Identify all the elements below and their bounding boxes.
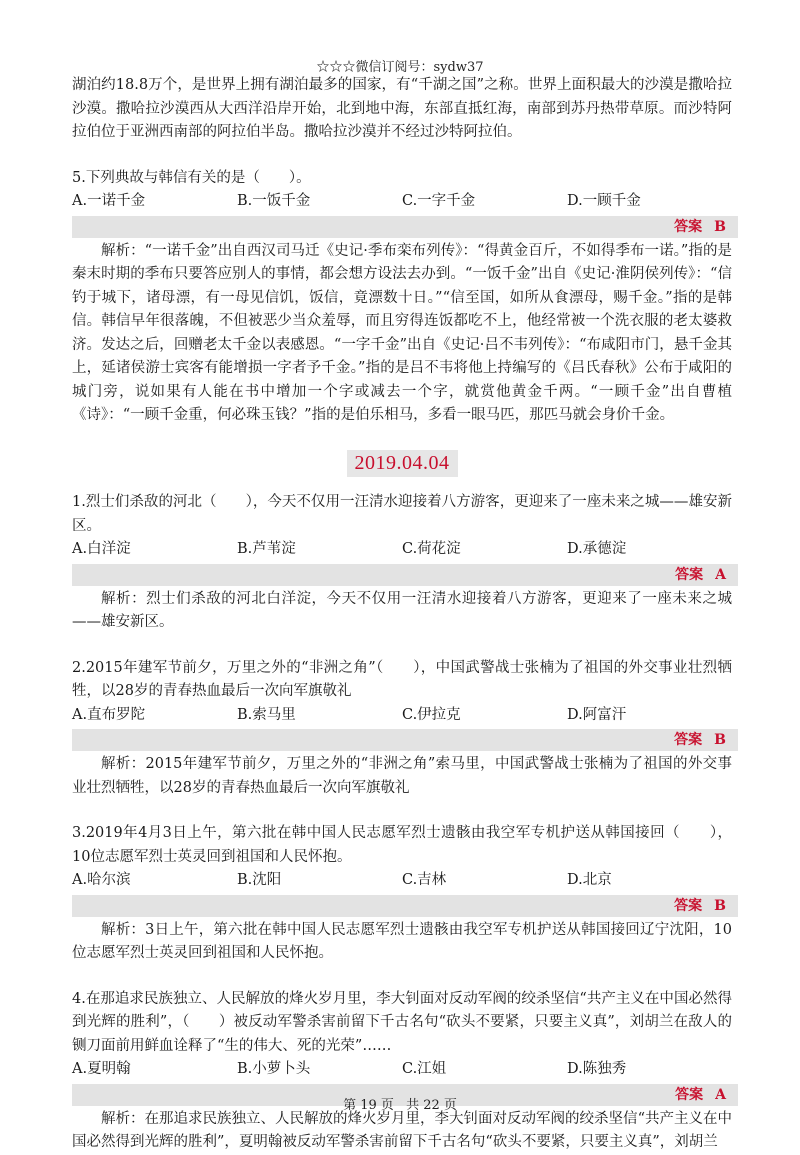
option-c: C.江姐 [402, 1061, 447, 1077]
option-d: D.陈独秀 [567, 1061, 627, 1077]
question-block-3 [72, 822, 732, 966]
analysis-text: 解析：“一诺千金”出自西汉司马迁《史记·季布栾布列传》：“得黄金百斤，不如得季布一诺。”指的是秦末时期的季布只要答应别人的事情，都会想方设法去办到。“一饭千金”出自《史记·淮阴侯列传》：“信钓于城下，诸母漂，有一母见信饥，饭信，竟漂数十日。”“信至国，如所从食漂母，赐千金。”指的是韩信。韩信早年很落魄，不但被恶少当众羞辱，而且穷得连饭都吃不上，他经常被一个洗衣服的老太婆救济。发达之后，回赠老太千金以表感恩。“一字千金”出自《史记·吕不韦列传》：“布咸阳市门，悬千金其上，延诸侯游士宾客有能增损一字者予千金。”指的是吕不韦将他上持编写的《吕氏春秋》公布于咸阳的城门旁，说如果有人能在书中增加一个字或减去一个字，就赏他黄金千两。“一顾千金”出自曹植《诗》：“一顾千金重，何必珠玉钱？”指的是伯乐相马，多看一眼马匹，那匹马就会身价千金。 [72, 242, 732, 423]
option-b: B.一饭千金 [237, 193, 311, 209]
option-a: A.一诺千金 [72, 193, 146, 209]
question-block-5 [72, 167, 732, 428]
options-row [72, 1058, 732, 1082]
question-block-4 [72, 988, 732, 1155]
option-c: C.吉林 [402, 872, 447, 888]
page-number: 第 19 页 [343, 1098, 394, 1113]
analysis-text: 解析：烈士们杀敌的河北白洋淀，今天不仅用一汪清水迎接着八方游客，更迎来了一座未来之城——雄安新区。 [72, 590, 732, 630]
question-block-2 [72, 657, 732, 801]
option-d: D.北京 [567, 872, 612, 888]
answer-bar [72, 564, 738, 586]
option-a: A.白洋淀 [72, 541, 131, 557]
option-a: A.哈尔滨 [72, 872, 131, 888]
date-heading: 2019.04.04 [347, 450, 458, 478]
option-a: A.夏明翰 [72, 1061, 131, 1077]
option-d: D.承德淀 [567, 541, 627, 557]
question-text: 4.在那追求民族独立、人民解放的烽火岁月里，李大钊面对反动军阀的绞杀坚信“共产主义在中国必然得到光辉的胜利”，（ ）被反动军警杀害前留下千古名句“砍头不要紧，只要主义真”，刘胡兰在敌人的铡刀面前用鲜血诠释了“生的伟大、死的光荣”…… [72, 990, 732, 1054]
question-text: 2.2015年建军节前夕，万里之外的“非洲之角”（ ），中国武警战士张楠为了祖国的外交事业壮烈牺牲，以28岁的青春热血最后一次向军旗敬礼 [72, 659, 732, 699]
date-heading-wrap [72, 450, 732, 478]
page-content [72, 74, 732, 1155]
answer-bar [72, 216, 738, 238]
answer-value: B [714, 897, 726, 914]
question-block-1 [72, 491, 732, 635]
analysis-text: 解析：在那追求民族独立、人民解放的烽火岁月里，李大钊面对反动军阀的绞杀坚信“共产主义在中国必然得到光辉的胜利”，夏明翰被反动军警杀害前留下千古名句“砍头不要紧，只要主义真”，刘胡兰 [72, 1110, 732, 1150]
option-b: B.小萝卜头 [237, 1061, 311, 1077]
intro-paragraph: 湖泊约18.8万个，是世界上拥有湖泊最多的国家，有“千湖之国”之称。世界上面积最大的沙漠是撒哈拉沙漠。撒哈拉沙漠西从大西洋沿岸开始，北到地中海，东部直抵红海，南部到苏丹热带草原。而沙特阿拉伯位于亚洲西南部的阿拉伯半岛。撒哈拉沙漠并不经过沙特阿拉伯。 [72, 77, 732, 140]
option-c: C.荷花淀 [402, 541, 461, 557]
answer-value: A [715, 1086, 726, 1103]
answer-value: B [714, 732, 726, 748]
page-total: 共 22 页 [406, 1098, 457, 1113]
analysis-text: 解析：2015年建军节前夕，万里之外的“非洲之角”索马里，中国武警战士张楠为了祖国的外交事业壮烈牺牲，以28岁的青春热血最后一次向军旗敬礼 [72, 756, 732, 796]
option-c: C.伊拉克 [402, 706, 461, 723]
option-c: C.一字千金 [402, 193, 476, 209]
option-b: B.索马里 [237, 706, 296, 723]
question-text: 1.烈士们杀敌的河北（ ），今天不仅用一汪清水迎接着八方游客，更迎来了一座未来之城——雄安新区。 [72, 494, 732, 534]
options-row [72, 190, 732, 214]
option-d: D.一顾千金 [567, 193, 641, 209]
option-a: A.直布罗陀 [72, 706, 146, 723]
question-text: 3.2019年4月3日上午，第六批在韩中国人民志愿军烈士遗骸由我空军专机护送从韩国接回（ ），10位志愿军烈士英灵回到祖国和人民怀抱。 [72, 825, 732, 865]
answer-label: 答案 [674, 897, 703, 914]
answer-label: 答案 [674, 732, 703, 748]
option-d: D.阿富汗 [567, 706, 627, 723]
option-b: B.沈阳 [237, 872, 282, 888]
answer-label: 答案 [675, 566, 704, 583]
options-row [72, 538, 732, 562]
options-row [72, 704, 732, 728]
answer-label: 答案 [674, 218, 703, 235]
answer-bar [72, 729, 738, 751]
options-row [72, 869, 732, 893]
option-b: B.芦苇淀 [237, 541, 296, 557]
question-text: 5.下列典故与韩信有关的是（ ）。 [72, 169, 311, 186]
page-header: ☆☆☆微信订阅号：sydw37 [316, 60, 484, 75]
answer-label: 答案 [675, 1086, 704, 1103]
page-footer [0, 1094, 800, 1113]
analysis-text: 解析：3日上午，第六批在韩中国人民志愿军烈士遗骸由我空军专机护送从韩国接回辽宁沈阳，10位志愿军烈士英灵回到祖国和人民怀抱。 [72, 921, 732, 961]
answer-value: B [714, 218, 726, 235]
answer-value: A [715, 566, 726, 583]
answer-bar [72, 895, 738, 917]
